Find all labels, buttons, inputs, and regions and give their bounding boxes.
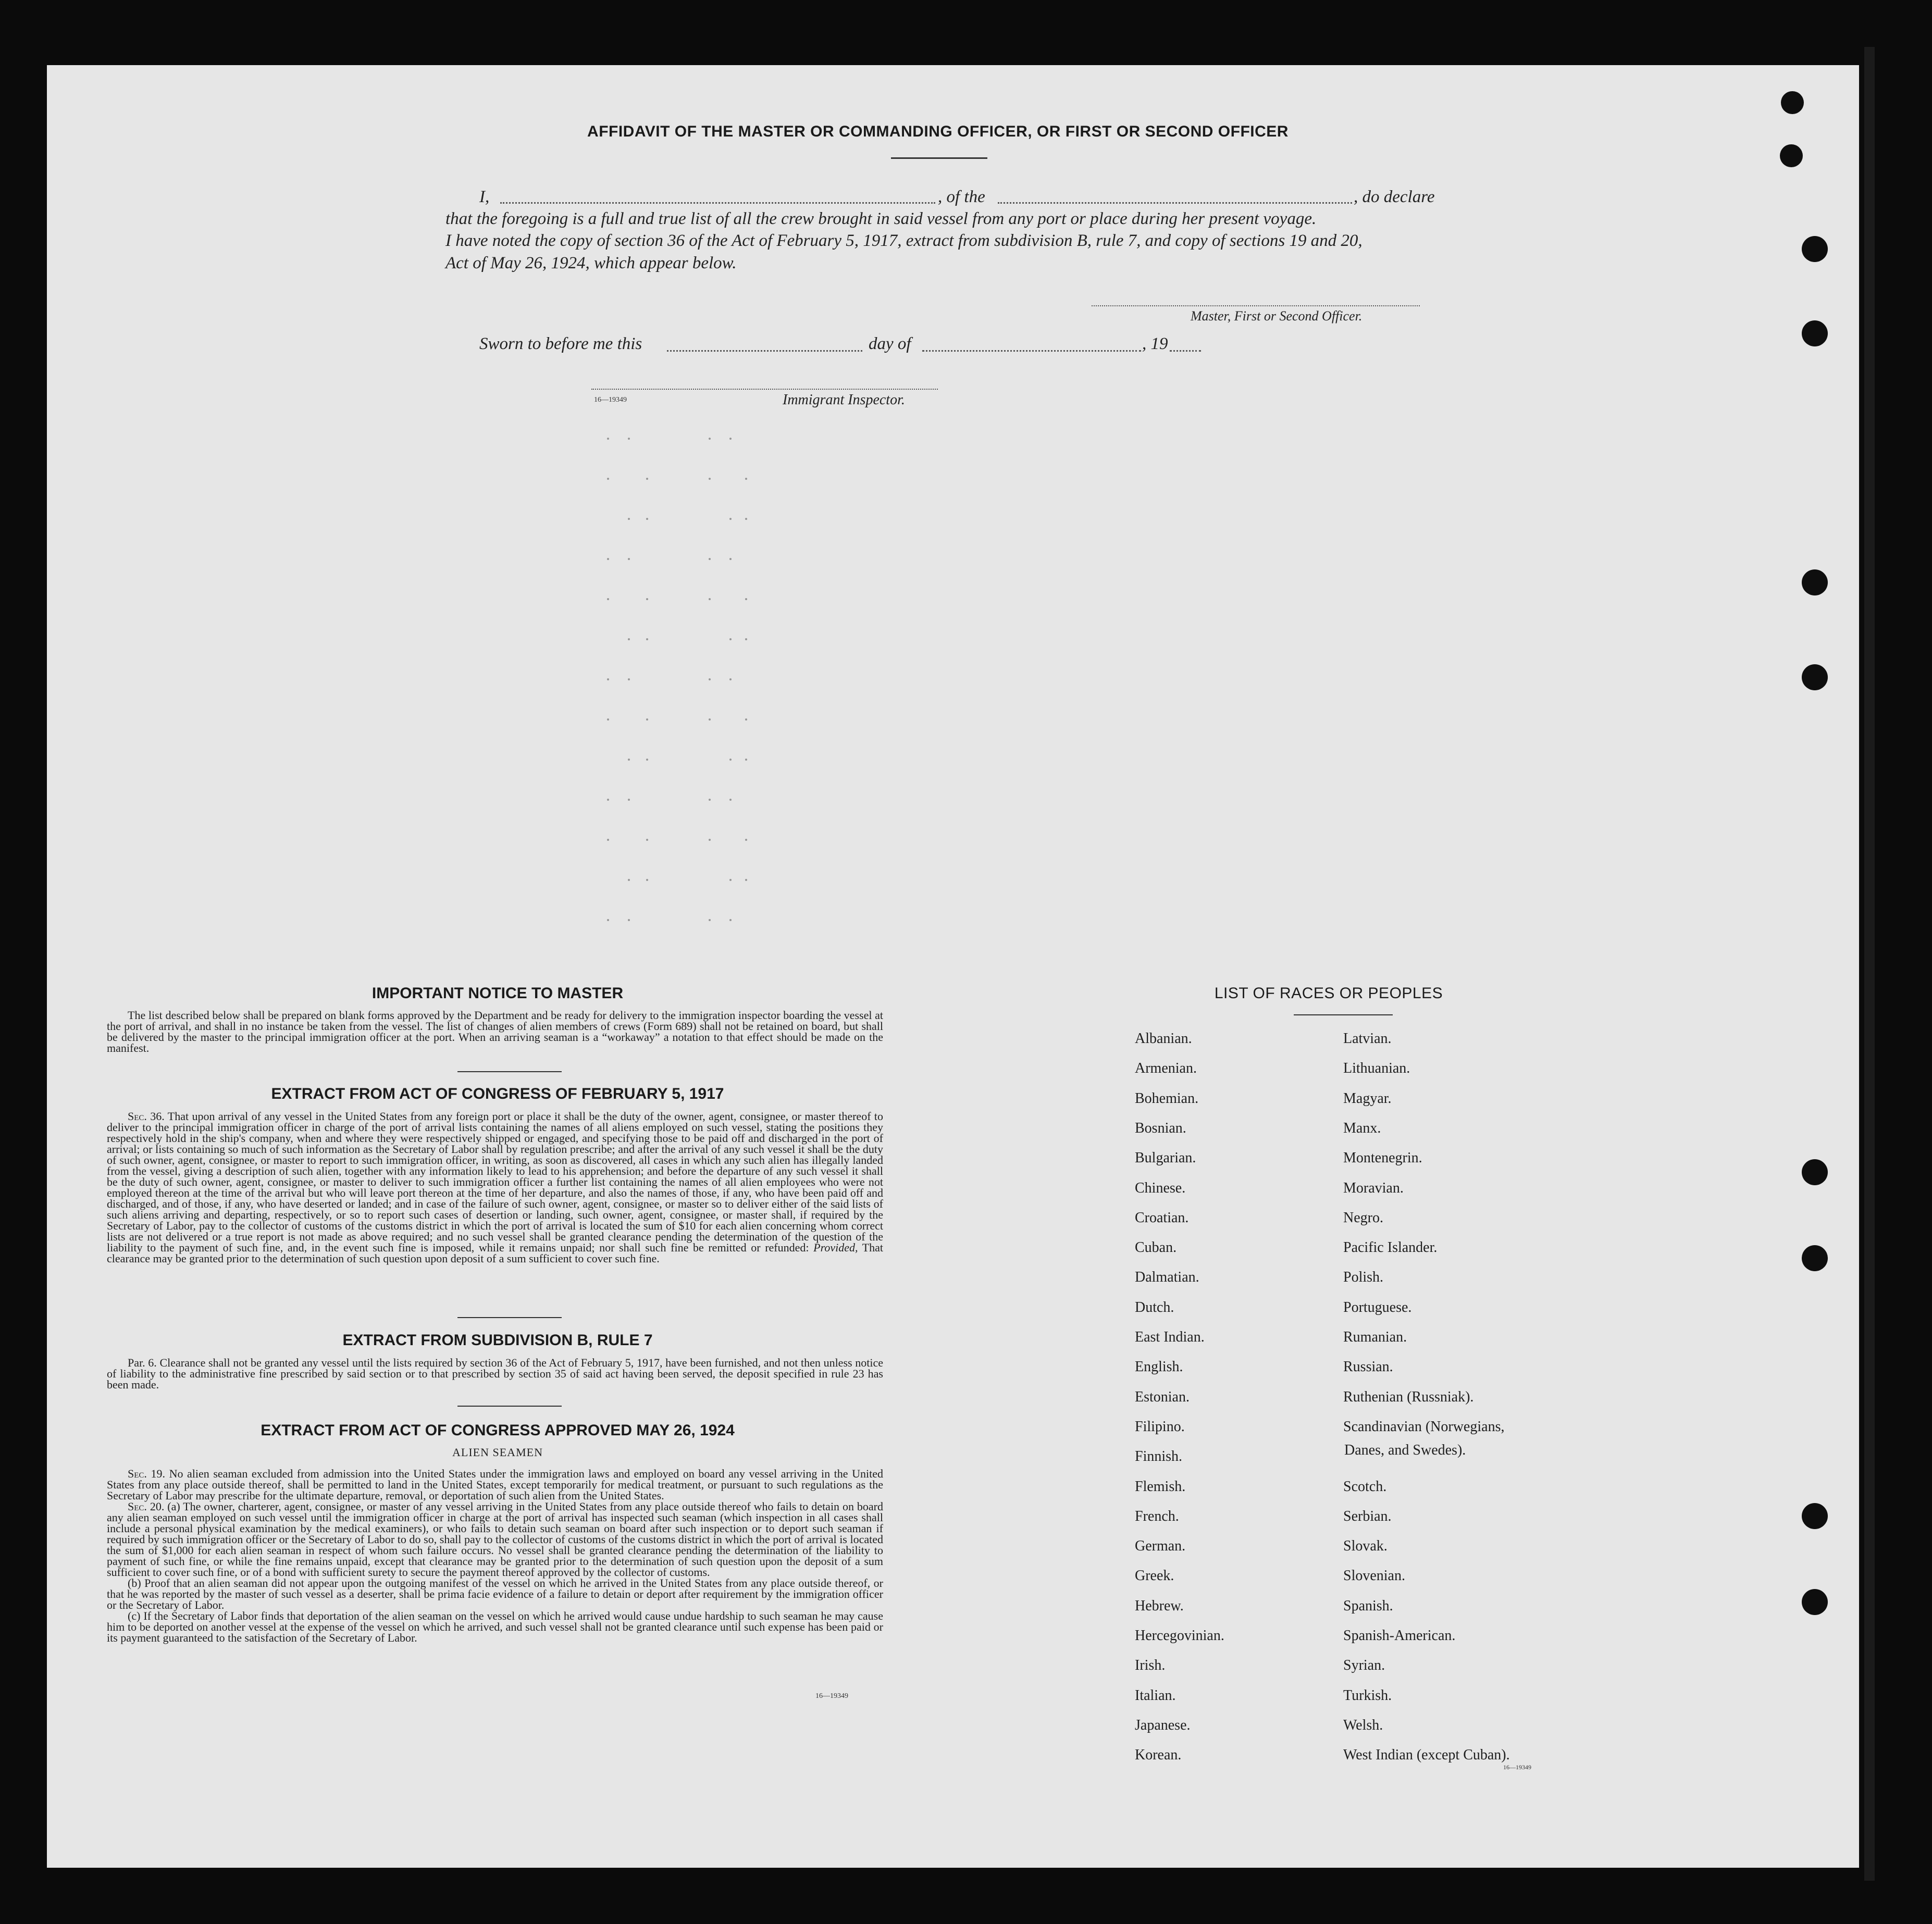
provided-word: Provided,: [813, 1241, 858, 1254]
scan-speck: [607, 919, 609, 921]
form-number-bottom-right: 16—19349: [1503, 1764, 1531, 1771]
race-item: Bosnian.: [1135, 1120, 1186, 1136]
declaration-line-3: I have noted the copy of section 36 of the Act of February 5, 1917, extract from subdivision B, rule 7, and copy of sections 19 and 20,: [445, 231, 1363, 250]
race-item: Irish.: [1135, 1657, 1166, 1674]
scan-speck: [729, 558, 732, 560]
race-item: Serbian.: [1343, 1508, 1392, 1524]
scan-speck: [607, 718, 609, 721]
race-item: Spanish.: [1343, 1597, 1393, 1614]
race-item: Moravian.: [1343, 1180, 1404, 1196]
race-item: Latvian.: [1343, 1031, 1392, 1047]
scan-speck: [745, 839, 747, 841]
scan-speck: [646, 518, 648, 520]
race-item: Welsh.: [1343, 1717, 1383, 1733]
scan-speck: [646, 598, 648, 600]
races-title-rule: [1294, 1014, 1393, 1015]
scan-speck: [628, 919, 630, 921]
scan-speck: [729, 438, 732, 440]
binder-hole: [1802, 236, 1828, 262]
scan-speck: [729, 879, 732, 881]
notice-text: [107, 1010, 883, 1053]
races-title: LIST OF RACES OR PEOPLES: [1214, 985, 1443, 1002]
title-rule: [891, 157, 987, 159]
scan-speck: [646, 478, 648, 480]
extract-1917-text: [107, 1111, 883, 1264]
scan-speck: [628, 759, 630, 761]
scan-speck: [646, 759, 648, 761]
scan-edge: [1864, 47, 1875, 1881]
race-item: East Indian.: [1135, 1329, 1205, 1345]
sec-20b-text: (b) Proof that an alien seaman did not appear upon the outgoing manifest of the vessel on which he arrived in the United States from any place outside thereof, or that he was reported by the master of such vessel as a deserter, shall be prima facie evidence of a failure to detain or deport after requirement by the immigration officer or the Secretary of Labor.: [107, 1577, 883, 1611]
inspector-label: Immigrant Inspector.: [783, 392, 905, 408]
year-label: , 19: [1142, 334, 1168, 353]
scan-speck: [709, 438, 711, 440]
race-item: Bulgarian.: [1135, 1150, 1196, 1166]
scan-speck: [628, 879, 630, 881]
section-rule: [457, 1071, 562, 1072]
scan-speck: [646, 839, 648, 841]
scan-speck: [745, 718, 747, 721]
scandinavian-continuation: Danes, and Swedes).: [1344, 1442, 1466, 1458]
rule-7-paragraph: Par. 6. Clearance shall not be granted any vessel until the lists required by section 36 of the Act of February 5, 1917, have been furnished, and not then unless notice of liability to the administrative fine prescribed by said section or to that prescribed by section 35 of said act having been served, the deposit specified in rule 23 has been made.: [107, 1356, 883, 1391]
declarant-name-field[interactable]: [500, 202, 935, 204]
race-item: Filipino.: [1135, 1418, 1185, 1435]
race-item: English.: [1135, 1359, 1183, 1375]
sec-19-text: No alien seaman excluded from admission into the United States under the immigration laws and employed on board any vessel arriving in the United States from any place outside thereof, shall be permitted to land in the United States, except temporarily for medical treatment, or pursuant to such regulations as the Secretary of Labor may prescribe for the ultimate departure, removal, or deportation of such alien from the United States.: [107, 1467, 883, 1502]
scan-speck: [745, 638, 747, 640]
scan-speck: [709, 919, 711, 921]
race-item: Magyar.: [1343, 1090, 1392, 1107]
scan-speck: [729, 678, 732, 680]
race-item: Portuguese.: [1343, 1299, 1412, 1315]
race-item: Greek.: [1135, 1568, 1174, 1584]
sec-36-text: That upon arrival of any vessel in the United States from any foreign port or place it shall be the duty of the owner, agent, consignee, or master thereof to deliver to the principal immigration officer in charge of the port of arrival lists containing the names of all aliens employed on such vessel, stating the positions they respectively hold in the ship's company, when and where they were respectively shipped or engaged, and specifying those to be paid off and discharged in the port of arrival; or lists containing so much of such information as the Secretary of Labor shall by regulation prescribe; and after the arrival of any such vessel it shall be the duty of such owner, agent, consignee, or master to report to such immigration officer, in writing, as soon as discovered, all cases in which any such alien has illegally landed from the vessel, giving a description of such alien, together with any information likely to lead to his apprehension; and before the departure of any such vessel it shall be the duty of such owner, agent, consignee, or master to deliver to such immigration officer a further list containing the names of all alien employees who were not employed thereon at the time of the arrival but who will leave port thereon at the time of her departure, and also the names of those, if any, who have been paid off and discharged, and of those, if any, who have deserted or landed; and in case of the failure of such owner, agent, consignee, or master so to deliver either of the said lists of such aliens arriving and departing, respectively, or so to report such cases of desertion or landing, such owner, agent, consignee, or master shall, if required by the Secretary of Labor, pay to the collector of customs of the customs district in which the port of arrival is located the sum of $10 for each alien concerning whom correct lists are not delivered or a true report is not made as above required; and no such vessel shall be granted clearance pending the determination of the question of the liability to the payment of such fine, and, in the event such fine is imposed, while it remains unpaid; nor shall such fine be remitted or refunded:: [107, 1110, 884, 1254]
binder-hole: [1802, 664, 1828, 690]
binder-hole: [1802, 1245, 1828, 1271]
scan-speck: [709, 678, 711, 680]
scan-speck: [729, 518, 732, 520]
declaration-line-2: that the foregoing is a full and true list of all the crew brought in said vessel from any port or place during her present voyage.: [445, 209, 1317, 228]
master-signature-field[interactable]: [1092, 305, 1420, 306]
day-of-label: day of: [869, 334, 911, 353]
binder-hole: [1802, 1503, 1828, 1529]
race-item: Scandinavian (Norwegians,: [1343, 1418, 1505, 1435]
form-number-bottom-left: 16—19349: [815, 1692, 848, 1700]
section-rule: [457, 1406, 562, 1407]
scan-speck: [628, 638, 630, 640]
extract-1924-text: [107, 1468, 883, 1643]
race-item: Pacific Islander.: [1343, 1239, 1438, 1256]
binder-hole: [1802, 1159, 1828, 1185]
binder-hole: [1802, 569, 1828, 595]
race-item: Spanish-American.: [1343, 1628, 1456, 1644]
scan-speck: [607, 839, 609, 841]
race-item: Montenegrin.: [1343, 1150, 1422, 1166]
notice-title: IMPORTANT NOTICE TO MASTER: [371, 985, 624, 1002]
race-item: Chinese.: [1135, 1180, 1186, 1196]
race-item: Syrian.: [1343, 1657, 1385, 1674]
scan-speck: [709, 718, 711, 721]
scan-speck: [607, 478, 609, 480]
binder-hole: [1802, 320, 1828, 346]
subdivision-b-text: [107, 1357, 883, 1390]
scan-speck: [607, 558, 609, 560]
scan-speck: [729, 799, 732, 801]
scan-speck: [729, 759, 732, 761]
scan-speck: [745, 598, 747, 600]
sec-19-label: Sec. 19.: [128, 1467, 165, 1480]
scan-speck: [745, 478, 747, 480]
race-item: Polish.: [1343, 1269, 1384, 1286]
section-rule: [457, 1317, 562, 1318]
race-item: Flemish.: [1135, 1478, 1186, 1495]
extract-1924-title: EXTRACT FROM ACT OF CONGRESS APPROVED MAY 26, 1924: [261, 1422, 735, 1439]
binder-hole: [1780, 144, 1803, 167]
race-item: Finnish.: [1135, 1448, 1183, 1465]
extract-1917-title: EXTRACT FROM ACT OF CONGRESS OF FEBRUARY 5, 1917: [271, 1085, 724, 1102]
signature-label: Master, First or Second Officer.: [1191, 308, 1363, 324]
inspector-signature-field[interactable]: [591, 389, 938, 390]
sec-20-label: Sec. 20.: [128, 1500, 165, 1513]
subdivision-b-title: EXTRACT FROM SUBDIVISION B, RULE 7: [342, 1332, 653, 1349]
scan-speck: [745, 759, 747, 761]
scan-speck: [709, 558, 711, 560]
race-item: Japanese.: [1135, 1717, 1191, 1733]
scan-speck: [709, 839, 711, 841]
race-item: Estonian.: [1135, 1388, 1190, 1405]
scan-speck: [745, 879, 747, 881]
scan-speck: [628, 518, 630, 520]
race-item: German.: [1135, 1538, 1186, 1555]
binder-hole: [1802, 1589, 1828, 1615]
do-declare-label: , do declare: [1354, 188, 1435, 206]
scan-speck: [709, 478, 711, 480]
binder-hole: [1781, 91, 1804, 114]
scan-speck: [729, 919, 732, 921]
scan-speck: [709, 598, 711, 600]
race-item: French.: [1135, 1508, 1179, 1524]
race-item: Manx.: [1343, 1120, 1381, 1136]
race-item: Lithuanian.: [1343, 1060, 1410, 1077]
alien-seamen-subtitle: ALIEN SEAMEN: [452, 1446, 543, 1459]
sec-36-proviso: That clearance may be granted prior to the determination of such question upon deposit of a sum sufficient to cover such fine.: [107, 1241, 884, 1265]
scan-speck: [628, 678, 630, 680]
race-item: Italian.: [1135, 1687, 1176, 1704]
race-item: Armenian.: [1135, 1060, 1197, 1077]
race-item: West Indian (except Cuban).: [1343, 1747, 1510, 1764]
scan-speck: [729, 638, 732, 640]
scan-speck: [607, 598, 609, 600]
scan-speck: [607, 678, 609, 680]
scan-speck: [745, 518, 747, 520]
notice-paragraph: The list described below shall be prepared on blank forms approved by the Department and be ready for delivery to the immigration inspector boarding the vessel at the port of arrival, and shall in no instance be taken from the vessel. The list of changes of alien members of crews (Form 689) shall not be retained on board, but shall be delivered by the master to the principal immigration officer at the port. When an arriving seaman is a “workaway” a notation to that effect should be made on the manifest.: [107, 1009, 883, 1054]
scan-speck: [628, 558, 630, 560]
sworn-month-field[interactable]: [922, 350, 1141, 352]
race-item: Croatian.: [1135, 1209, 1189, 1226]
sec-20a-text: (a) The owner, charterer, agent, consignee, or master of any vessel arriving in the United States from any place outside thereof who fails to detain on board any alien seaman employed on such vessel until the immigration officer in charge at the port of arrival has inspected such seaman (which inspection in all cases shall include a personal physical examination by the medical examiners), or who fails to detain such seaman on board after such inspection or to deport such seaman if required by such immigration officer or the Secretary of Labor to do so, shall pay to the collector of customs of the customs district in which the port of arrival is located the sum of $1,000 for each alien seaman in respect of whom such failure occurs. No vessel shall be granted clearance pending the determination of the liability to payment of such fine, or while the fine remains unpaid, except that clearance may be granted prior to the determination of such question upon the deposit of a sum sufficient to cover such fine, or of a bond with sufficient surety to secure the payment thereof approved by the collector of customs.: [107, 1500, 884, 1579]
race-item: Hebrew.: [1135, 1597, 1184, 1614]
race-item: Rumanian.: [1343, 1329, 1407, 1345]
sec-20c-text: (c) If the Secretary of Labor finds that deportation of the alien seaman on the vessel on which he arrived would cause undue hardship to such seaman he may cause him to be deported on another vessel at the expense of the vessel on which he arrived, and such vessel shall not be granted clearance until such expense has been paid or its payment guaranteed to the satisfaction of the Secretary of Labor.: [107, 1609, 883, 1644]
race-item: Hercegovinian.: [1135, 1628, 1224, 1644]
race-item: Dalmatian.: [1135, 1269, 1199, 1286]
scan-speck: [607, 438, 609, 440]
scan-speck: [628, 799, 630, 801]
vessel-name-field[interactable]: [998, 202, 1352, 204]
race-item: Russian.: [1343, 1359, 1393, 1375]
race-item: Dutch.: [1135, 1299, 1174, 1315]
scan-speck: [646, 879, 648, 881]
scan-speck: [646, 638, 648, 640]
declarant-i: I,: [479, 188, 490, 206]
race-item: Negro.: [1343, 1209, 1383, 1226]
race-item: Slovenian.: [1343, 1568, 1405, 1584]
race-item: Bohemian.: [1135, 1090, 1199, 1107]
race-item: Albanian.: [1135, 1031, 1192, 1047]
sworn-year-field[interactable]: [1170, 350, 1201, 352]
race-item: Ruthenian (Russniak).: [1343, 1388, 1474, 1405]
race-item: Slovak.: [1343, 1538, 1388, 1555]
affidavit-title: AFFIDAVIT OF THE MASTER OR COMMANDING OFFICER, OR FIRST OR SECOND OFFICER: [587, 123, 1289, 140]
sworn-label: Sworn to before me this: [479, 334, 642, 353]
scan-speck: [646, 718, 648, 721]
declaration-line-4: Act of May 26, 1924, which appear below.: [445, 254, 737, 272]
sworn-day-field[interactable]: [667, 350, 862, 352]
race-item: Scotch.: [1343, 1478, 1387, 1495]
race-item: Cuban.: [1135, 1239, 1177, 1256]
scan-speck: [709, 799, 711, 801]
scan-speck: [607, 799, 609, 801]
sec-36-label: Sec. 36.: [128, 1110, 165, 1123]
scan-speck: [628, 438, 630, 440]
form-number-top: 16—19349: [594, 396, 627, 404]
race-item: Turkish.: [1343, 1687, 1392, 1704]
race-item: Korean.: [1135, 1747, 1182, 1764]
of-the-label: , of the: [938, 188, 985, 206]
